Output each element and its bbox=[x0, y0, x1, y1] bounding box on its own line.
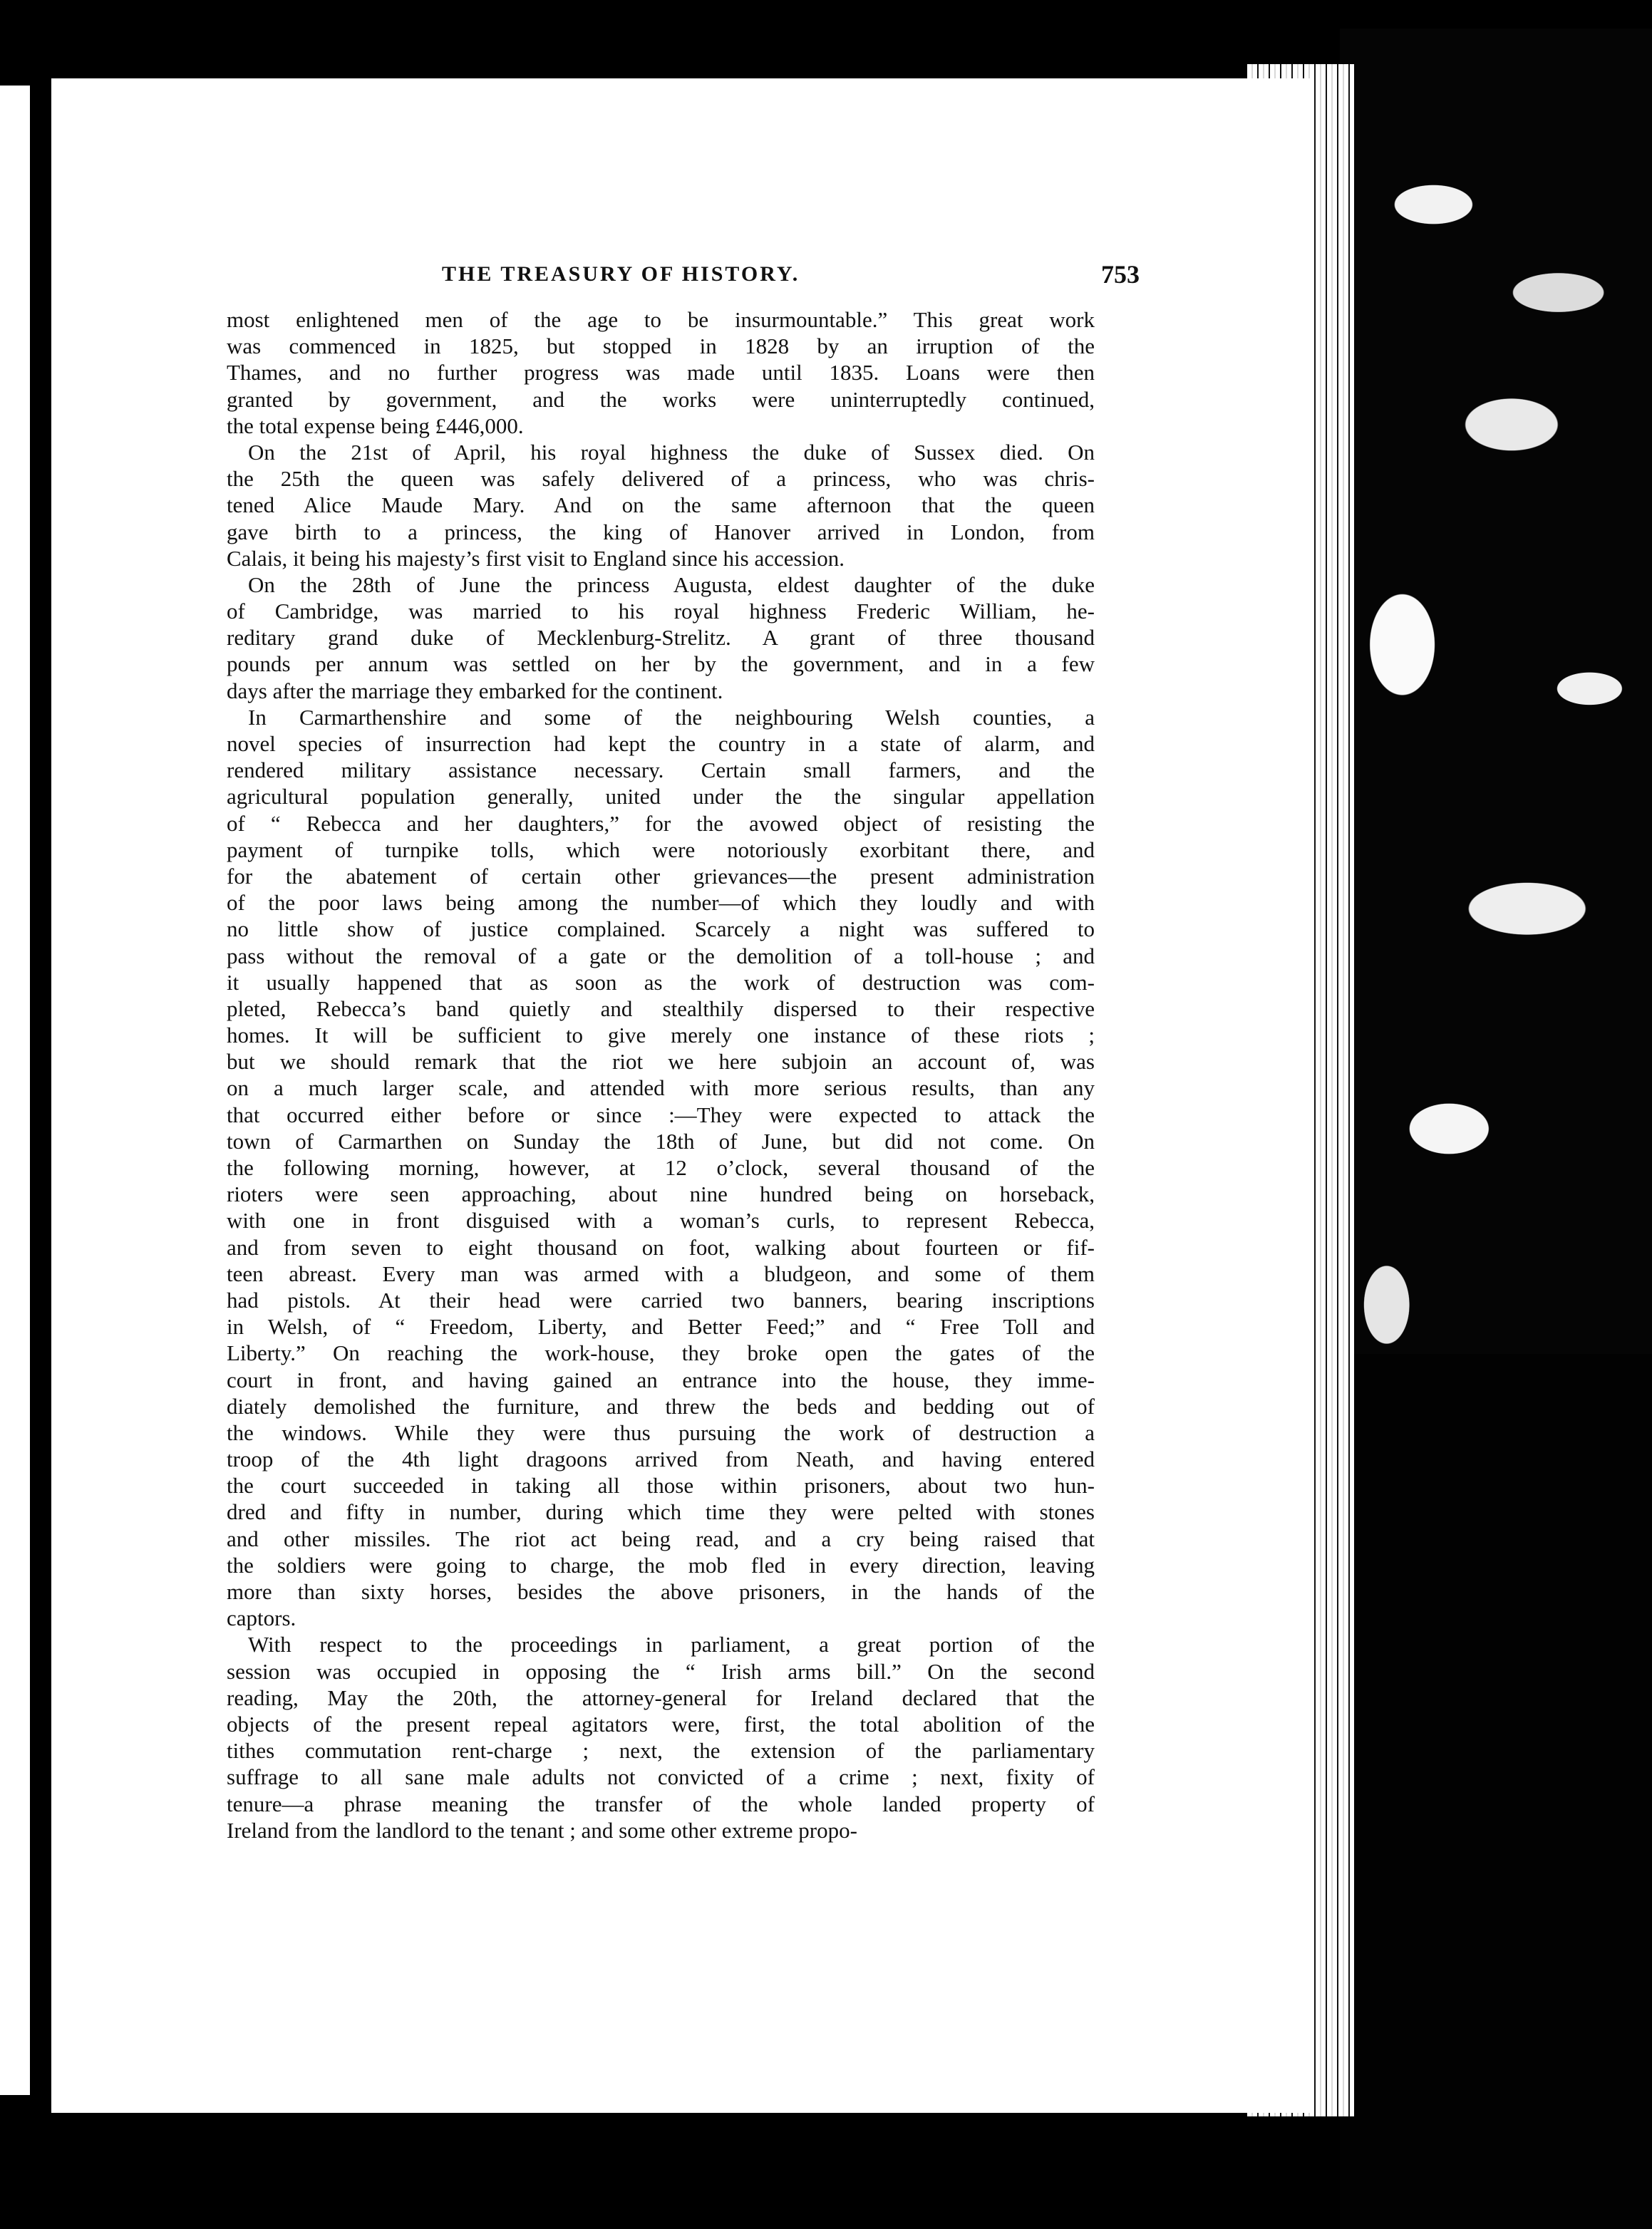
text-line: tenure—a phrase meaning the transfer of the whole landed property of bbox=[227, 1791, 1095, 1816]
running-head-title: THE TREASURY OF HISTORY. bbox=[442, 262, 800, 286]
text-line: Thames, and no further progress was made until 1835. Loans were then bbox=[227, 360, 1095, 386]
text-line: with one in front disguised with a woman’s curls, to represent Rebecca, bbox=[227, 1208, 1095, 1234]
text-line: With respect to the proceedings in parliament, a great portion of the bbox=[248, 1632, 1095, 1657]
text-line: dred and fifty in number, during which time they were pelted with stones bbox=[227, 1499, 1095, 1525]
paragraph bbox=[227, 306, 1095, 439]
text-line: reading, May the 20th, the attorney-general for Ireland declared that the bbox=[227, 1685, 1095, 1710]
text-line: In Carmarthenshire and some of the neighbouring Welsh counties, a bbox=[248, 704, 1095, 730]
text-line: of Cambridge, was married to his royal highness Frederic William, he- bbox=[227, 599, 1095, 624]
text-line: the total expense being £446,000. bbox=[227, 413, 524, 438]
text-line: court in front, and having gained an entrance into the house, they imme- bbox=[227, 1367, 1095, 1392]
text-line: no little show of justice complained. Scarcely a night was suffered to bbox=[227, 916, 1095, 942]
text-line: objects of the present repeal agitators were, first, the total abolition of the bbox=[227, 1711, 1095, 1737]
text-line: rendered military assistance necessary. Certain small farmers, and the bbox=[227, 757, 1095, 783]
text-line: more than sixty horses, besides the above prisoners, in the hands of the bbox=[227, 1579, 1095, 1604]
text-line: On the 28th of June the princess Augusta, eldest daughter of the duke bbox=[248, 572, 1095, 597]
text-line: suffrage to all sane male adults not convicted of a crime ; next, fixity of bbox=[227, 1764, 1095, 1790]
text-line: pleted, Rebecca’s band quietly and stealthily dispersed to their respective bbox=[227, 995, 1095, 1021]
text-line: was commenced in 1825, but stopped in 1828 by an irruption of the bbox=[227, 333, 1095, 359]
body-text bbox=[227, 306, 1095, 1843]
text-line: had pistols. At their head were carried two banners, bearing inscriptions bbox=[227, 1287, 1095, 1313]
text-line: pass without the removal of a gate or the demolition of a toll-house ; and bbox=[227, 943, 1095, 968]
text-line: the court succeeded in taking all those within prisoners, about two hun- bbox=[227, 1473, 1095, 1499]
text-line: homes. It will be sufficient to give merely one instance of these riots ; bbox=[227, 1023, 1095, 1048]
text-line: captors. bbox=[227, 1605, 296, 1631]
text-line: of the poor laws being among the number—of which they loudly and with bbox=[227, 890, 1095, 916]
text-line: gave birth to a princess, the king of Hanover arrived in London, from bbox=[227, 519, 1095, 544]
text-line: teen abreast. Every man was armed with a bludgeon, and some of them bbox=[227, 1261, 1095, 1286]
text-line: reditary grand duke of Mecklenburg-Strelitz. A grant of three thousand bbox=[227, 625, 1095, 651]
text-line: payment of turnpike tolls, which were notoriously exorbitant there, and bbox=[227, 837, 1095, 862]
paragraph bbox=[227, 439, 1095, 572]
text-line: most enlightened men of the age to be insurmountable.” This great work bbox=[227, 307, 1095, 332]
left-gutter bbox=[30, 71, 51, 2109]
page-number: 753 bbox=[1101, 260, 1140, 289]
text-line: Liberty.” On reaching the work-house, they broke open the gates of the bbox=[227, 1340, 1095, 1366]
text-line: tened Alice Maude Mary. And on the same afternoon that the queen bbox=[227, 492, 1095, 518]
text-line: granted by government, and the works were uninterruptedly continued, bbox=[227, 386, 1095, 412]
text-line: on a much larger scale, and attended with more serious results, than any bbox=[227, 1075, 1095, 1101]
paragraph bbox=[227, 572, 1095, 704]
text-line: it usually happened that as soon as the work of destruction was com- bbox=[227, 969, 1095, 995]
text-line: and from seven to eight thousand on foot, walking about fourteen or fif- bbox=[227, 1234, 1095, 1260]
text-line: but we should remark that the riot we here subjoin an account of, was bbox=[227, 1049, 1095, 1075]
text-line: for the abatement of certain other grievances—the present administration bbox=[227, 863, 1095, 889]
text-line: the windows. While they were thus pursuing the work of destruction a bbox=[227, 1419, 1095, 1445]
text-line: novel species of insurrection had kept the country in a state of alarm, and bbox=[227, 731, 1095, 756]
text-line: town of Carmarthen on Sunday the 18th of June, but did not come. On bbox=[227, 1128, 1095, 1154]
text-line: and other missiles. The riot act being read, and a cry being raised that bbox=[227, 1526, 1095, 1551]
text-line: of “ Rebecca and her daughters,” for the avowed object of resisting the bbox=[227, 810, 1095, 836]
text-line: troop of the 4th light dragoons arrived from Neath, and having entered bbox=[227, 1447, 1095, 1472]
text-line: agricultural population generally, united under the the singular appellation bbox=[227, 784, 1095, 810]
dark-scan-background bbox=[1340, 1354, 1652, 2229]
text-line: tithes commutation rent-charge ; next, the extension of the parliamentary bbox=[227, 1738, 1095, 1764]
text-line: rioters were seen approaching, about nine hundred being on horseback, bbox=[227, 1181, 1095, 1207]
text-line: in Welsh, of “ Freedom, Liberty, and Better Feed;” and “ Free Toll and bbox=[227, 1314, 1095, 1340]
text-line: pounds per annum was settled on her by the government, and in a few bbox=[227, 651, 1095, 677]
text-line: the following morning, however, at 12 o’clock, several thousand of the bbox=[227, 1155, 1095, 1180]
text-line: Calais, it being his majesty’s first visit to England since his accession. bbox=[227, 545, 845, 571]
text-line: the 25th the queen was safely delivered of a princess, who was chris- bbox=[227, 466, 1095, 492]
previous-page-edge bbox=[0, 86, 30, 2095]
text-line: On the 21st of April, his royal highness the duke of Sussex died. On bbox=[248, 439, 1095, 465]
text-line: session was occupied in opposing the “ Irish arms bill.” On the second bbox=[227, 1658, 1095, 1684]
text-line: diately demolished the furniture, and threw the beds and bedding out of bbox=[227, 1393, 1095, 1419]
running-head bbox=[221, 262, 1147, 305]
text-line: days after the marriage they embarked for the continent. bbox=[227, 678, 723, 703]
paragraph bbox=[227, 704, 1095, 1632]
text-line: the soldiers were going to charge, the mob fled in every direction, leaving bbox=[227, 1552, 1095, 1578]
text-line: that occurred either before or since :—They were expected to attack the bbox=[227, 1102, 1095, 1127]
paragraph bbox=[227, 1631, 1095, 1843]
text-line: Ireland from the landlord to the tenant ; and some other extreme propo- bbox=[227, 1817, 857, 1843]
